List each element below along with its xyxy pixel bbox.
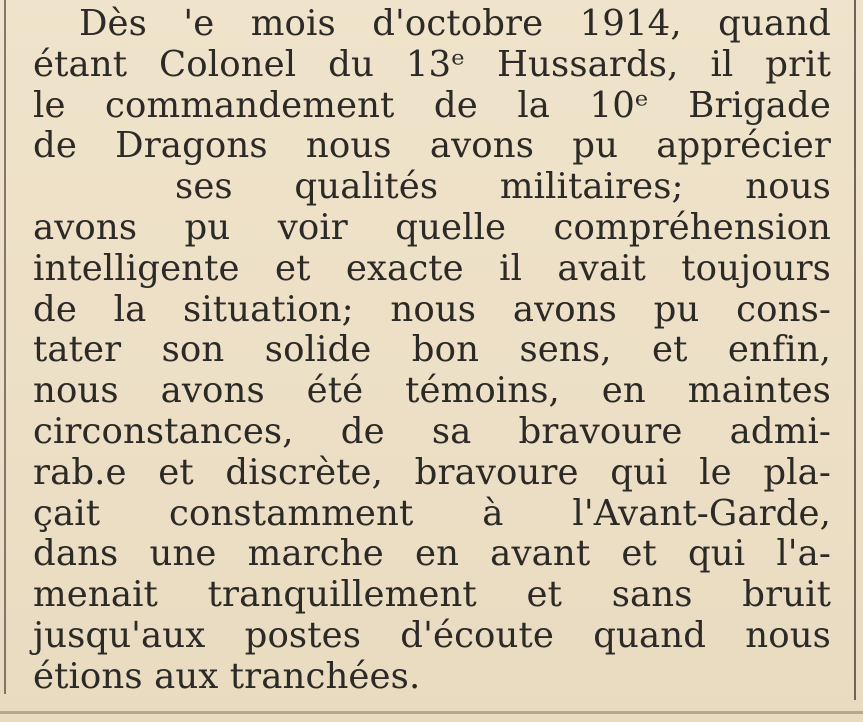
text-line: menait tranquillement et sans bruit [33,574,831,616]
text-line: Dès 'e mois d'octobre 1914, quand [79,3,831,44]
right-column-rule [854,0,856,700]
text-line: nous avons été témoins, en maintes [33,370,831,412]
text-line: intelligente et exacte il avait toujours [33,247,831,289]
text-line: de Dragons nous avons pu apprécier [33,125,831,167]
text-line: circonstances, de sa bravoure admi- [33,410,831,452]
article-paragraph [33,4,831,698]
left-column-rule [4,0,6,694]
text-line: ses qualités militaires; nous [175,166,831,208]
text-line: étions aux tranchées. [33,655,421,697]
text-line: étant Colonel du 13ᵉ Hussards, il prit [33,43,831,85]
text-line: jusqu'aux postes d'écoute quand nous [33,614,831,656]
text-line: rab.e et discrète, bravoure qui le pla- [33,451,831,493]
text-line: çait constamment à l'Avant-Garde, [33,492,831,534]
text-line: de la situation; nous avons pu cons- [33,288,831,330]
bottom-rule [0,711,863,714]
text-line: tater son solide bon sens, et enfin, [33,329,831,371]
text-line: avons pu voir quelle compréhension [33,206,831,248]
text-line: dans une marche en avant et qui l'a- [33,533,831,575]
text-line: le commandement de la 10ᵉ Brigade [33,84,831,126]
